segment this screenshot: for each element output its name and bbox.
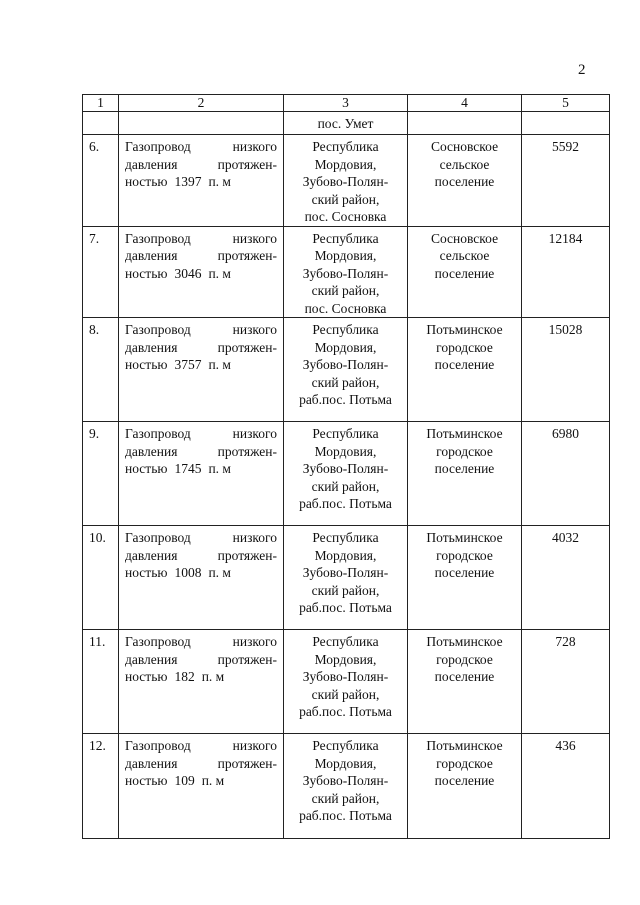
- location-line: пос. Сосновка: [304, 209, 387, 224]
- settlement-line: городское: [436, 339, 493, 355]
- location-line: раб.пос. Потьма: [299, 496, 392, 511]
- continuation-location: пос. Умет: [284, 112, 408, 135]
- location-line: Зубово-Полян-: [302, 565, 389, 580]
- settlement-line: поселение: [434, 357, 495, 372]
- settlement: [408, 526, 522, 630]
- object-location: [284, 526, 408, 630]
- object-name-word: Газопровод: [125, 230, 191, 246]
- object-location: [284, 630, 408, 734]
- object-name-line: [125, 772, 277, 790]
- location-line: ский район,: [311, 374, 380, 390]
- object-name-word: 182: [174, 669, 195, 684]
- settlement: [408, 630, 522, 734]
- object-name: [119, 734, 284, 839]
- table-row: [83, 135, 610, 227]
- object-name-word: протяжен-: [217, 339, 277, 355]
- settlement-line: Потьминское: [426, 530, 503, 545]
- continuation-num-cell: [83, 112, 119, 135]
- row-number: 11.: [83, 630, 119, 734]
- row-number: 10.: [83, 526, 119, 630]
- column-header-5: 5: [522, 95, 610, 112]
- location-line: Республика: [312, 230, 379, 246]
- object-name-word: давления: [125, 339, 178, 355]
- object-name-word: давления: [125, 755, 178, 771]
- column-header-3: 3: [284, 95, 408, 112]
- object-name-word: ностью: [125, 669, 168, 684]
- table-row: [83, 630, 610, 734]
- object-name-word: низкого: [232, 530, 277, 545]
- object-name-word: п. м: [208, 174, 231, 189]
- location-line: Республика: [312, 530, 379, 545]
- location-line: раб.пос. Потьма: [299, 600, 392, 615]
- location-line: Мордовия,: [314, 248, 377, 263]
- row-number: 12.: [83, 734, 119, 839]
- object-name-word: низкого: [232, 139, 277, 154]
- object-name-word: давления: [125, 443, 178, 459]
- location-line: ский район,: [311, 582, 380, 598]
- settlement-line: поселение: [434, 461, 495, 476]
- object-name-word: Газопровод: [125, 322, 191, 337]
- object-location: [284, 318, 408, 422]
- object-name-word: п. м: [208, 565, 231, 580]
- location-line: Зубово-Полян-: [302, 461, 389, 476]
- settlement: [408, 422, 522, 526]
- settlement-line: поселение: [434, 773, 495, 788]
- object-name-word: Газопровод: [125, 634, 191, 649]
- object-name-line: [125, 547, 277, 565]
- settlement-line: поселение: [434, 174, 495, 189]
- location-line: Мордовия,: [314, 156, 377, 172]
- object-location: [284, 734, 408, 839]
- object-name-word: протяжен-: [217, 651, 277, 667]
- object-location: [284, 422, 408, 526]
- object-name-line: [125, 529, 277, 547]
- location-line: ский район,: [311, 191, 380, 207]
- settlement-line: поселение: [434, 265, 495, 281]
- object-name: [119, 318, 284, 422]
- object-name-word: протяжен-: [217, 755, 277, 771]
- location-line: ский район,: [311, 790, 380, 806]
- continuation-row: [83, 112, 610, 135]
- object-name-line: [125, 755, 277, 773]
- location-line: Зубово-Полян-: [302, 265, 389, 281]
- object-name: [119, 630, 284, 734]
- continuation-settlement-cell: [408, 112, 522, 135]
- object-value: 5592: [522, 135, 610, 227]
- page-number: 2: [578, 62, 586, 78]
- object-name-line: [125, 173, 277, 191]
- location-line: раб.пос. Потьма: [299, 704, 392, 719]
- table-row: [83, 226, 610, 318]
- table-row: [83, 318, 610, 422]
- object-value: 12184: [522, 226, 610, 318]
- location-line: ский район,: [311, 686, 380, 702]
- object-name-line: [125, 425, 277, 443]
- object-name-line: [125, 460, 277, 478]
- row-number: 8.: [83, 318, 119, 422]
- settlement-line: Потьминское: [426, 426, 503, 441]
- object-name-word: Газопровод: [125, 738, 191, 753]
- object-name-line: [125, 156, 277, 174]
- object-value: 4032: [522, 526, 610, 630]
- object-name-word: низкого: [232, 230, 277, 246]
- settlement-line: Сосновское: [430, 139, 499, 154]
- object-name-word: протяжен-: [217, 156, 277, 172]
- object-name-line: [125, 564, 277, 582]
- object-name-line: [125, 356, 277, 374]
- object-name-line: [125, 737, 277, 755]
- object-name: [119, 422, 284, 526]
- object-name-word: п. м: [201, 773, 225, 788]
- settlement-line: городское: [436, 443, 493, 459]
- location-line: ский район,: [311, 283, 380, 298]
- settlement: [408, 135, 522, 227]
- location-line: Республика: [312, 738, 379, 753]
- location-line: Мордовия,: [314, 443, 377, 459]
- settlement: [408, 226, 522, 318]
- object-name-word: давления: [125, 156, 178, 172]
- location-line: Республика: [312, 139, 379, 154]
- location-line: Мордовия,: [314, 547, 377, 563]
- object-name-line: [125, 265, 277, 283]
- object-name-word: 109: [174, 773, 195, 788]
- object-name-word: давления: [125, 248, 178, 263]
- continuation-name-cell: [119, 112, 284, 135]
- object-name: [119, 135, 284, 227]
- object-name-word: Газопровод: [125, 139, 191, 154]
- object-location: [284, 226, 408, 318]
- object-name-line: [125, 138, 277, 156]
- settlement-line: Потьминское: [426, 634, 503, 649]
- settlement-line: городское: [436, 651, 493, 667]
- object-name-word: ностью: [125, 565, 168, 580]
- settlement-line: Потьминское: [426, 738, 503, 753]
- object-name-word: низкого: [232, 426, 277, 441]
- location-line: Республика: [312, 322, 379, 337]
- object-value: 15028: [522, 318, 610, 422]
- object-name-word: низкого: [232, 322, 277, 337]
- object-name-word: давления: [125, 547, 178, 563]
- object-name-line: [125, 339, 277, 357]
- settlement-line: сельское: [439, 248, 490, 263]
- object-name: [119, 526, 284, 630]
- settlement-line: поселение: [434, 669, 495, 684]
- object-name-word: протяжен-: [217, 547, 277, 563]
- object-value: 436: [522, 734, 610, 839]
- location-line: Мордовия,: [314, 651, 377, 667]
- row-number: 9.: [83, 422, 119, 526]
- object-name-word: п. м: [208, 357, 231, 372]
- location-line: раб.пос. Потьма: [299, 392, 392, 407]
- location-line: Мордовия,: [314, 755, 377, 771]
- location-line: пос. Сосновка: [304, 300, 387, 316]
- object-name-word: Газопровод: [125, 530, 191, 545]
- object-name-word: 3757: [174, 357, 202, 372]
- object-name-word: Газопровод: [125, 426, 191, 441]
- object-name-word: ностью: [125, 773, 168, 788]
- location-line: ский район,: [311, 478, 380, 494]
- object-name-word: 1397: [174, 174, 202, 189]
- location-line: Республика: [312, 426, 379, 441]
- location-line: Зубово-Полян-: [302, 669, 389, 684]
- object-name-word: ностью: [125, 265, 168, 281]
- location-line: раб.пос. Потьма: [299, 808, 392, 823]
- object-name-word: 1008: [174, 565, 202, 580]
- object-name-word: п. м: [208, 461, 231, 476]
- object-name-line: [125, 668, 277, 686]
- object-name-word: ностью: [125, 461, 168, 476]
- object-name-line: [125, 230, 277, 248]
- settlement-line: городское: [436, 547, 493, 563]
- location-line: Зубово-Полян-: [302, 357, 389, 372]
- object-name-line: [125, 321, 277, 339]
- object-name-line: [125, 443, 277, 461]
- settlement-line: сельское: [439, 156, 490, 172]
- column-header-4: 4: [408, 95, 522, 112]
- object-name-word: 3046: [174, 265, 202, 281]
- objects-table: [82, 94, 610, 839]
- object-name-word: низкого: [232, 738, 277, 753]
- object-value: 728: [522, 630, 610, 734]
- table-row: [83, 526, 610, 630]
- location-line: Республика: [312, 634, 379, 649]
- location-line: Зубово-Полян-: [302, 174, 389, 189]
- object-name-word: п. м: [208, 265, 231, 281]
- table-row: [83, 734, 610, 839]
- settlement-line: Сосновское: [430, 230, 499, 246]
- object-name-word: протяжен-: [217, 248, 277, 263]
- object-name-word: давления: [125, 651, 178, 667]
- object-name-word: ностью: [125, 357, 168, 372]
- location-line: Зубово-Полян-: [302, 773, 389, 788]
- settlement-line: поселение: [434, 565, 495, 580]
- object-name-word: ностью: [125, 174, 168, 189]
- location-line: Мордовия,: [314, 339, 377, 355]
- settlement-line: городское: [436, 755, 493, 771]
- settlement: [408, 734, 522, 839]
- continuation-value-cell: [522, 112, 610, 135]
- settlement: [408, 318, 522, 422]
- column-header-2: 2: [119, 95, 284, 112]
- row-number: 6.: [83, 135, 119, 227]
- object-value: 6980: [522, 422, 610, 526]
- object-name-word: п. м: [201, 669, 225, 684]
- object-name-line: [125, 633, 277, 651]
- object-name-word: 1745: [174, 461, 202, 476]
- table-row: [83, 422, 610, 526]
- header-row: [83, 95, 610, 112]
- object-location: [284, 135, 408, 227]
- object-name: [119, 226, 284, 318]
- object-name-word: низкого: [232, 634, 277, 649]
- column-header-1: 1: [83, 95, 119, 112]
- settlement-line: Потьминское: [426, 322, 503, 337]
- object-name-line: [125, 247, 277, 265]
- row-number: 7.: [83, 226, 119, 318]
- object-name-line: [125, 651, 277, 669]
- object-name-word: протяжен-: [217, 443, 277, 459]
